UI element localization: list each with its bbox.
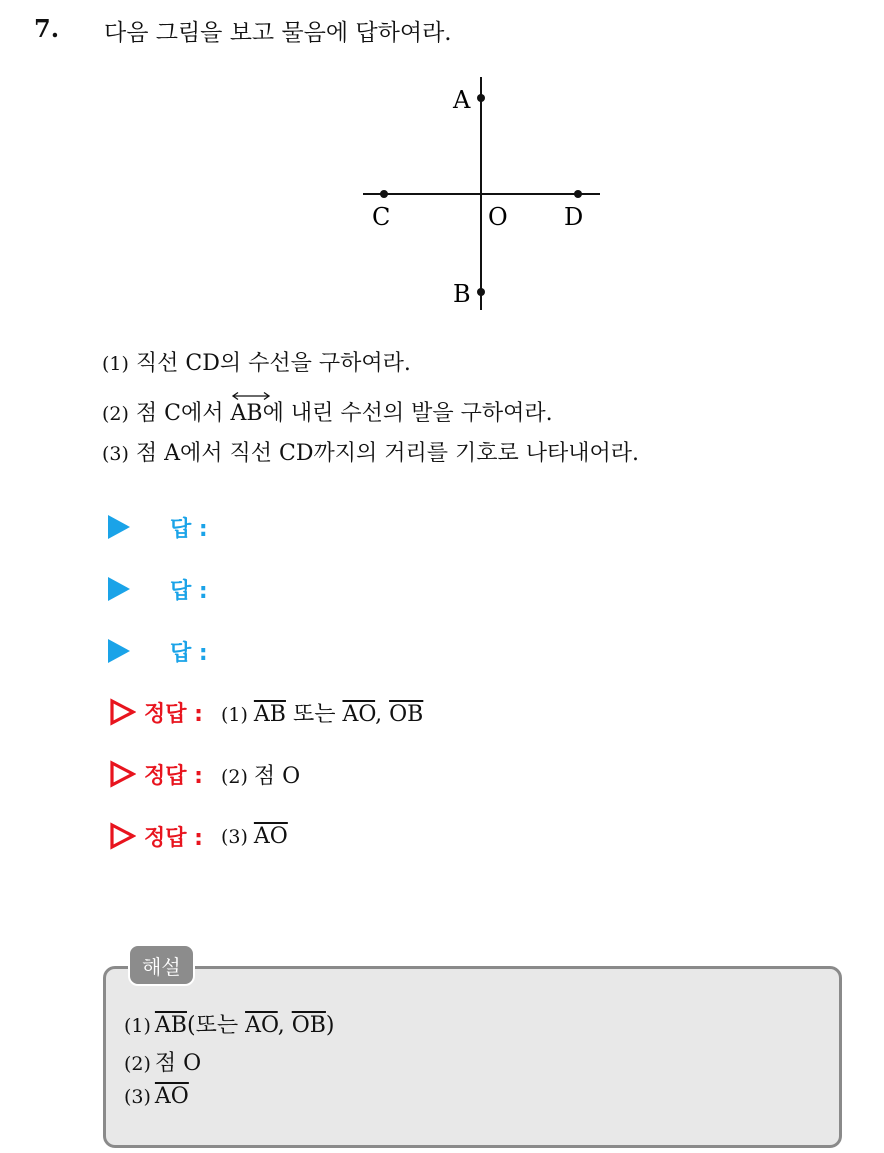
play-triangle-icon bbox=[108, 639, 130, 663]
point-c bbox=[380, 190, 388, 198]
double-arrow-icon bbox=[231, 392, 271, 400]
key-row-3 bbox=[108, 818, 288, 854]
explanation-line-1: (1) $\overline{AB}$(또는 $\overline{AO}$, $\overline{OB}$) bbox=[124, 1013, 335, 1038]
subquestion-1 bbox=[102, 346, 411, 377]
explanation-line-3: (3) $\overline{AO}$ bbox=[124, 1084, 189, 1109]
line-symbol-ab: AB bbox=[231, 401, 263, 426]
answer-row-2 bbox=[108, 572, 208, 606]
subquestion-text: 직선 CD의 수선을 구하여라. bbox=[135, 351, 411, 376]
key-label: 정답 : bbox=[144, 701, 203, 727]
subquestion-2 bbox=[102, 396, 553, 427]
subquestion-text-post: 에 내린 수선의 발을 구하여라. bbox=[262, 401, 553, 426]
perpendicular-lines-figure bbox=[355, 72, 605, 317]
answer-row-1 bbox=[108, 510, 208, 544]
point-b bbox=[477, 288, 485, 296]
label-b: B bbox=[453, 280, 471, 308]
key-text: (3) $\overline{AO}$ bbox=[220, 823, 288, 849]
point-d bbox=[574, 190, 582, 198]
key-row-2 bbox=[108, 756, 300, 792]
label-d: D bbox=[564, 203, 584, 231]
subquestion-text: 점 A에서 직선 CD까지의 거리를 기호로 나타내어라. bbox=[135, 441, 640, 466]
outline-triangle-icon bbox=[108, 698, 136, 726]
subquestion-number: (3) bbox=[102, 443, 129, 465]
answer-label: 답 : bbox=[170, 516, 208, 542]
outline-triangle-icon bbox=[108, 760, 136, 788]
key-label: 정답 : bbox=[144, 763, 203, 789]
key-text: (2) 점 O bbox=[220, 763, 301, 789]
key-label: 정답 : bbox=[144, 825, 203, 851]
answer-label: 답 : bbox=[170, 640, 208, 666]
question-number: 7. bbox=[34, 14, 60, 43]
play-triangle-icon bbox=[108, 515, 130, 539]
play-triangle-icon bbox=[108, 577, 130, 601]
outline-triangle-icon bbox=[108, 822, 136, 850]
answer-label: 답 : bbox=[170, 578, 208, 604]
subquestion-3 bbox=[102, 436, 639, 467]
label-a: A bbox=[453, 86, 471, 114]
label-o: O bbox=[488, 203, 508, 231]
subquestion-text-pre: 점 C에서 bbox=[135, 401, 224, 426]
subquestion-number: (1) bbox=[102, 353, 129, 375]
point-a bbox=[477, 94, 485, 102]
answer-row-3 bbox=[108, 634, 208, 668]
label-c: C bbox=[372, 203, 391, 231]
explanation-box bbox=[103, 966, 842, 1148]
explanation-tag: 해설 bbox=[128, 944, 195, 986]
subquestion-number: (2) bbox=[102, 403, 129, 425]
key-row-1 bbox=[108, 694, 423, 730]
question-text: 다음 그림을 보고 물음에 답하여라. bbox=[104, 20, 452, 46]
explanation-line-2: (2) 점 O bbox=[124, 1051, 202, 1076]
key-text: (1) $\overline{AB}$ 또는 $\overline{AO}$, $\overline{OB}$ bbox=[220, 701, 424, 727]
